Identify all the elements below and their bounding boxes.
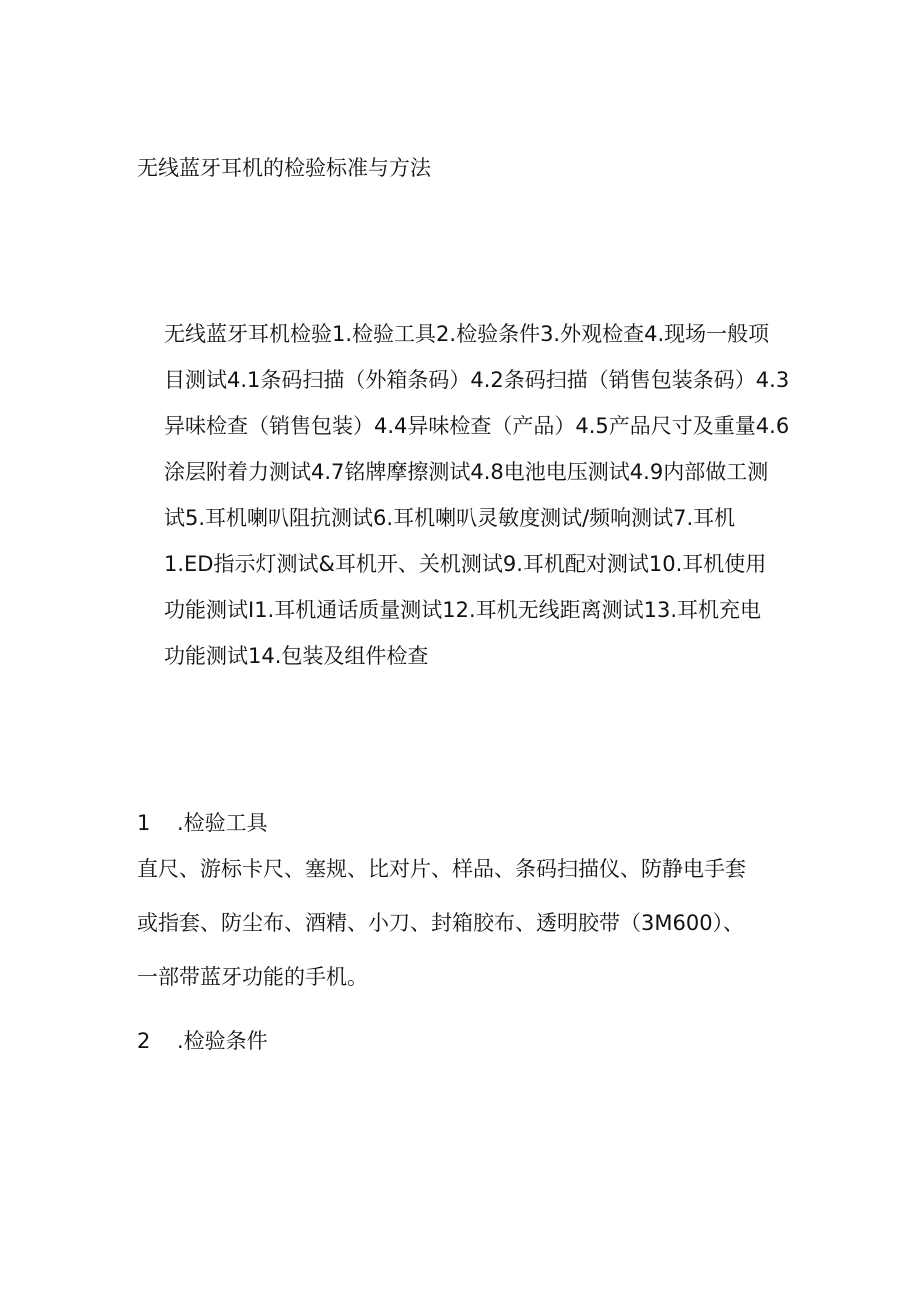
- toc-line: 1.ED指示灯测试&耳机开、关机测试9.耳机配对测试10.耳机使用: [164, 552, 767, 576]
- toc-line: 涂层附着力测试4.7铭牌摩擦测试4.8电池电压测试4.9内部做工测: [164, 460, 769, 484]
- toc-line: 无线蓝牙耳机检验1.检验工具2.检验条件3.外观检查4.现场一般项: [164, 322, 770, 346]
- paragraph-line: 直尺、游标卡尺、塞规、比对片、样品、条码扫描仪、防静电手套: [137, 857, 746, 881]
- paragraph-line: 一部带蓝牙功能的手机。: [137, 965, 368, 989]
- section-1-body: [137, 855, 777, 1017]
- table-of-contents: [164, 320, 794, 688]
- section-2-number: 2: [137, 1029, 151, 1053]
- section-1-title: .检验工具: [177, 811, 268, 835]
- toc-line: 试5.耳机喇叭阻抗测试6.耳机喇叭灵敏度测试/频响测试7.耳机: [164, 506, 736, 530]
- toc-line: 功能测试14.包装及组件检查: [164, 644, 429, 668]
- document-title: 无线蓝牙耳机的检验标准与方法: [137, 156, 431, 180]
- section-1-heading: [137, 809, 268, 837]
- section-1-number: 1: [137, 811, 151, 835]
- toc-line: 功能测试I1.耳机通话质量测试12.耳机无线距离测试13.耳机充电: [164, 598, 762, 622]
- section-2-title: .检验条件: [177, 1029, 268, 1053]
- toc-line: 目测试4.1条码扫描（外箱条码）4.2条码扫描（销售包装条码）4.3: [164, 368, 790, 392]
- toc-line: 异味检查（销售包装）4.4异味检查（产品）4.5产品尺寸及重量4.6: [164, 414, 790, 438]
- paragraph-line: 或指套、防尘布、酒精、小刀、封箱胶布、透明胶带（3M600）、: [137, 911, 745, 935]
- section-2-heading: [137, 1027, 268, 1055]
